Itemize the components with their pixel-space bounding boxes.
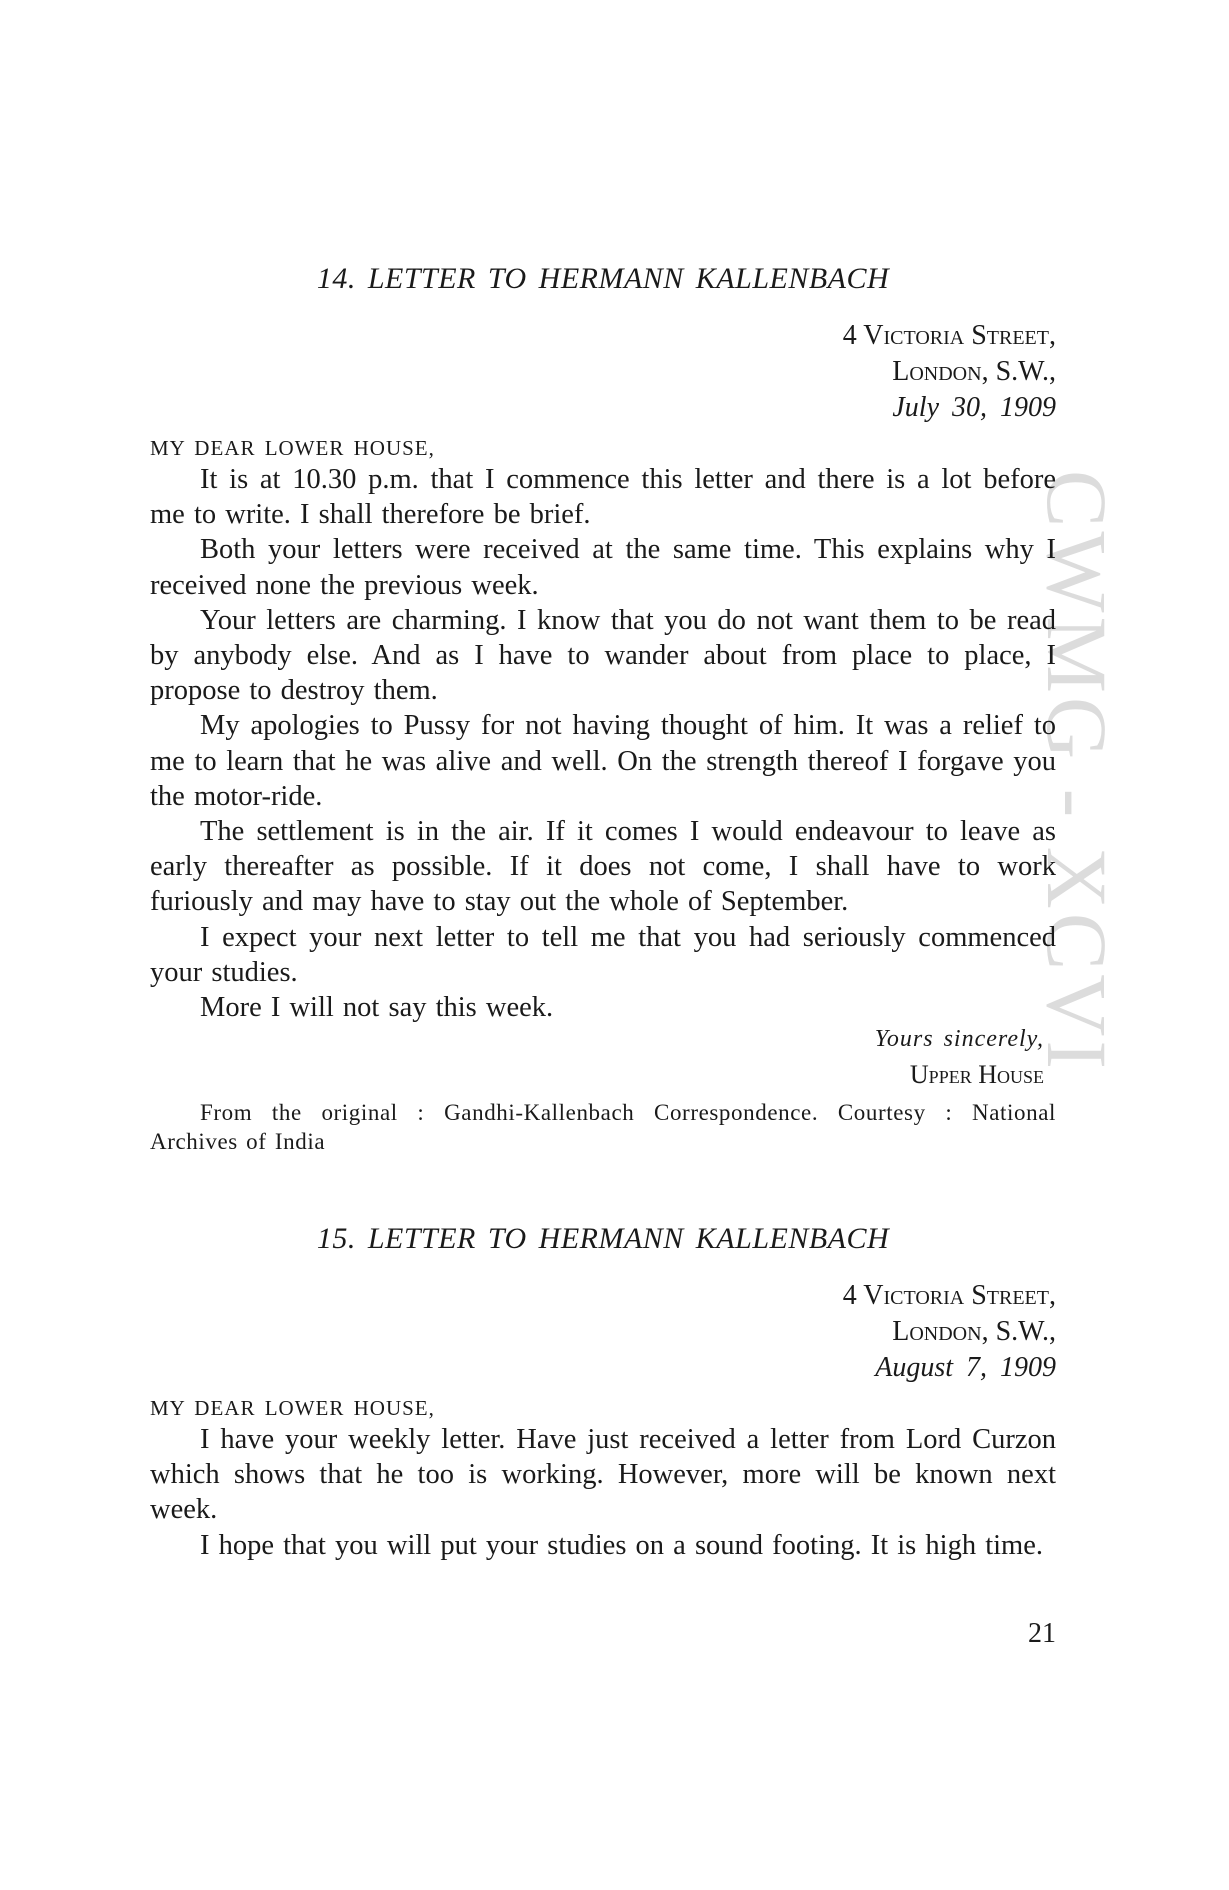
letter-body bbox=[150, 462, 1056, 1025]
salutation: MY DEAR LOWER HOUSE, bbox=[150, 1396, 435, 1420]
salutation: MY DEAR LOWER HOUSE, bbox=[150, 436, 435, 460]
paragraph: Your letters are charming. I know that you do not want them to be read by anybody else. And as I have to wander about from place to place, I propose to destroy them. bbox=[150, 604, 1056, 707]
paragraph: I hope that you will put your studies on a sound footing. It is high time. bbox=[200, 1529, 1043, 1561]
paragraph: I have your weekly letter. Have just received a letter from Lord Curzon which shows that he too is working. However, more will be known next week. bbox=[150, 1424, 1056, 1526]
closing: Yours sincerely, bbox=[874, 1026, 1044, 1052]
source-note: From the original : Gandhi-Kallenbach Correspondence. Courtesy : National Archives of India bbox=[150, 1100, 1056, 1154]
letter-date: August 7, 1909 bbox=[875, 1352, 1056, 1383]
letter-date: July 30, 1909 bbox=[892, 392, 1056, 423]
signature: Upper House bbox=[909, 1060, 1044, 1089]
paragraph: Both your letters were received at the same time. This explains why I received none the previous week. bbox=[150, 534, 1056, 601]
address-block bbox=[556, 318, 1056, 426]
letter-body bbox=[150, 1422, 1056, 1563]
letter-title: 14. LETTER TO HERMANN KALLENBACH bbox=[316, 262, 890, 295]
address-block bbox=[556, 1278, 1056, 1386]
paragraph: I expect your next letter to tell me that you had seriously commenced your studies. bbox=[150, 921, 1056, 988]
paragraph: The settlement is in the air. If it comes I would endeavour to leave as early thereafter as possible. If it does not come, I shall have to work furiously and may have to stay out the whole of September. bbox=[150, 816, 1056, 918]
letter-title: 15. LETTER TO HERMANN KALLENBACH bbox=[316, 1222, 890, 1255]
paragraph: My apologies to Pussy for not having thought of him. It was a relief to me to learn that he was alive and well. On the strength thereof I forgave you the motor-ride. bbox=[150, 710, 1056, 812]
paragraph: It is at 10.30 p.m. that I commence this letter and there is a lot before me to write. I shall therefore be brief. bbox=[150, 464, 1056, 531]
address-city: London, S.W., bbox=[892, 1316, 1056, 1347]
address-street: 4 Victoria Street, bbox=[842, 320, 1056, 351]
watermark: CWMG - XCVI bbox=[1029, 470, 1125, 1073]
page-number: 21 bbox=[1028, 1618, 1056, 1649]
paragraph: More I will not say this week. bbox=[200, 992, 554, 1024]
address-city: London, S.W., bbox=[892, 356, 1056, 387]
signoff bbox=[875, 1022, 1044, 1092]
address-street: 4 Victoria Street, bbox=[842, 1280, 1056, 1311]
